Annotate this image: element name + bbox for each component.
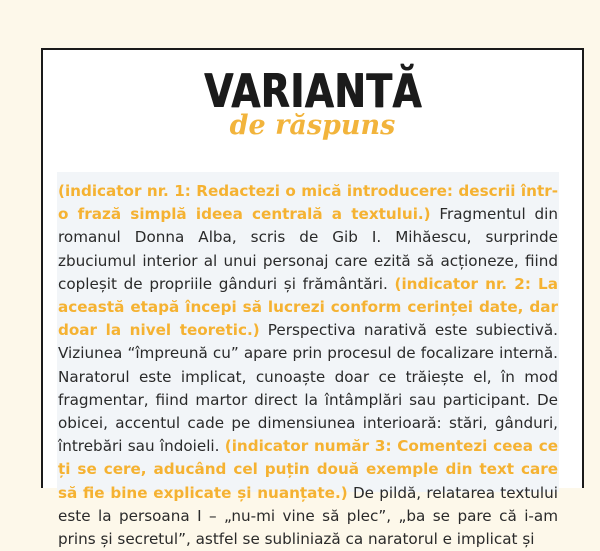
page-title: VARIANTĂ: [203, 64, 422, 118]
page-subtitle: de răspuns: [229, 110, 396, 141]
answer-card: [41, 48, 584, 549]
answer-text-1: Fragmentul din romanul Donna Alba, scris de Gib I. Mihăescu, surprinde zbuciumul interior al unui personaj care ezită să acționeze, fiind copleșit de propriile gânduri și frământări.: [58, 205, 558, 293]
indicator-3: (indicator număr 3: Comentezi ceea ce ți se cere, aducând cel puțin două exemple din text care să fie bine explicate și nuanțate.): [58, 437, 558, 502]
heading: [43, 66, 582, 142]
answer-paragraph: [57, 172, 559, 551]
answer-text-panel: [57, 172, 559, 549]
indicator-1: (indicator nr. 1: Redactezi o mică introducere: descrii într-o frază simplă ideea centrală a textului.): [58, 182, 558, 224]
indicator-2: (indicator nr. 2: La această etapă începi să lucrezi conform cerinței date, dar doar la nivel teoretic.): [58, 274, 558, 340]
answer-text-2: Perspectiva narativă este subiectivă. Viziunea “împreună cu” apare prin procesul de focalizare internă. Naratorul este implicat, cunoaște doar ce trăiește el, în mod fragmentar, fiind martor direct la întâmplări sau participant. De obicei, accentul cade pe dimensiunea interioară: stări, gânduri, întrebări sau îndoieli.: [58, 321, 558, 456]
answer-text-3: De pildă, relatarea textului este la persoana I – „nu-mi vine să plec”, „ba se pare că i-am prins și secretul”, astfel se subliniază ca naratorul e implicat și: [58, 483, 558, 549]
